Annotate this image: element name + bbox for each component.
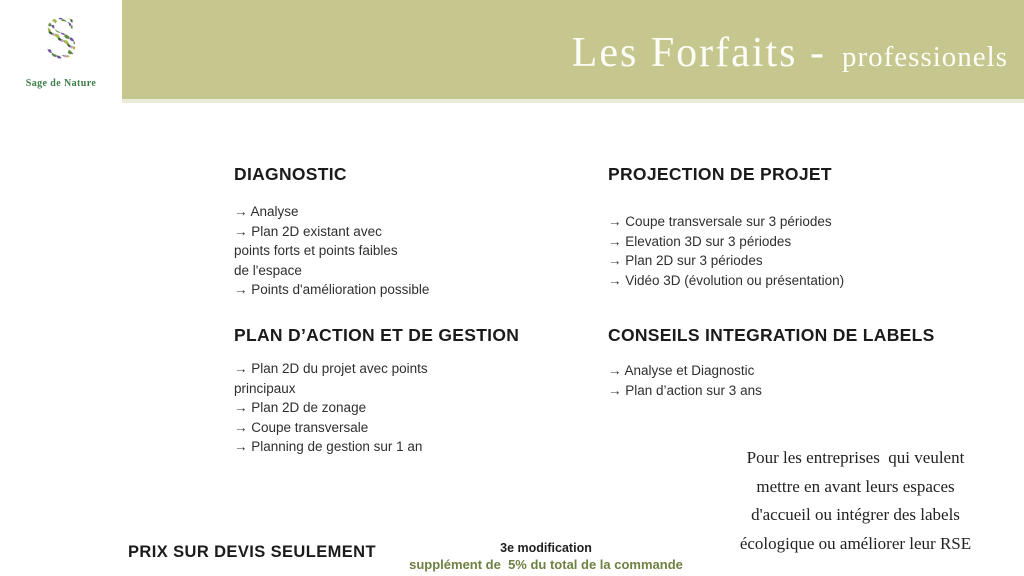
list-item: → Plan 2D sur 3 périodes	[608, 253, 763, 268]
section-diagnostic-title: DIAGNOSTIC	[234, 164, 347, 184]
list-item: → Elevation 3D sur 3 périodes	[608, 233, 792, 249]
top-banner	[122, 0, 1024, 103]
leaf-s-logo-icon	[30, 8, 92, 77]
section-plan-action-title: PLAN D’ACTION ET DE GESTION	[234, 325, 520, 345]
supplement-note: supplément de 5% du total de la commande	[409, 557, 683, 572]
list-item: → Planning de gestion sur 1 an	[234, 439, 423, 454]
price-statement: PRIX SUR DEVIS SEULEMENT	[128, 543, 376, 561]
list-item: → Coupe transversale	[234, 419, 369, 435]
section-conseils	[608, 325, 1018, 400]
list-item: principaux	[234, 380, 296, 396]
section-projection	[608, 164, 1018, 290]
brand-logo	[0, 0, 122, 107]
section-conseils-title: CONSEILS INTEGRATION DE LABELS	[608, 325, 935, 345]
section-projection-list	[608, 212, 1018, 290]
list-item: → Points d'amélioration possible	[234, 282, 430, 297]
svg-text:S: S	[44, 8, 78, 71]
list-item: → Plan 2D du projet avec points	[234, 361, 428, 376]
audience-note-line: d'accueil ou intégrer des labels	[751, 505, 960, 524]
page-title: Les Forfaits -	[571, 30, 826, 76]
audience-note	[698, 444, 1013, 558]
section-diagnostic	[234, 164, 544, 300]
audience-note-line: Pour les entreprises qui veulent	[746, 448, 965, 467]
list-item: → Plan 2D de zonage	[234, 400, 367, 415]
list-item: → Coupe transversale sur 3 périodes	[608, 214, 832, 229]
list-item: → Analyse et Diagnostic	[608, 363, 755, 378]
list-item: → Analyse	[234, 204, 299, 219]
section-projection-title: PROJECTION DE PROJET	[608, 164, 832, 184]
footer-modification-block	[400, 541, 692, 572]
audience-note-line: mettre en avant leurs espaces	[756, 476, 955, 496]
modification-label: 3e modification	[500, 541, 592, 555]
list-item: points forts et points faibles	[234, 243, 398, 258]
page-title-subtitle: professionels	[841, 41, 1008, 73]
section-plan-action-list	[234, 359, 574, 457]
section-diagnostic-list	[234, 202, 544, 300]
section-plan-action	[234, 325, 574, 457]
brand-name: Sage de Nature	[25, 78, 97, 89]
list-item: → Vidéo 3D (évolution ou présentation)	[608, 272, 845, 288]
list-item: → Plan d’action sur 3 ans	[608, 382, 762, 398]
section-conseils-list	[608, 361, 1018, 400]
list-item: → Plan 2D existant avec	[234, 223, 382, 239]
list-item: de l'espace	[234, 262, 302, 278]
audience-note-line: écologique ou améliorer leur RSE	[739, 533, 972, 553]
